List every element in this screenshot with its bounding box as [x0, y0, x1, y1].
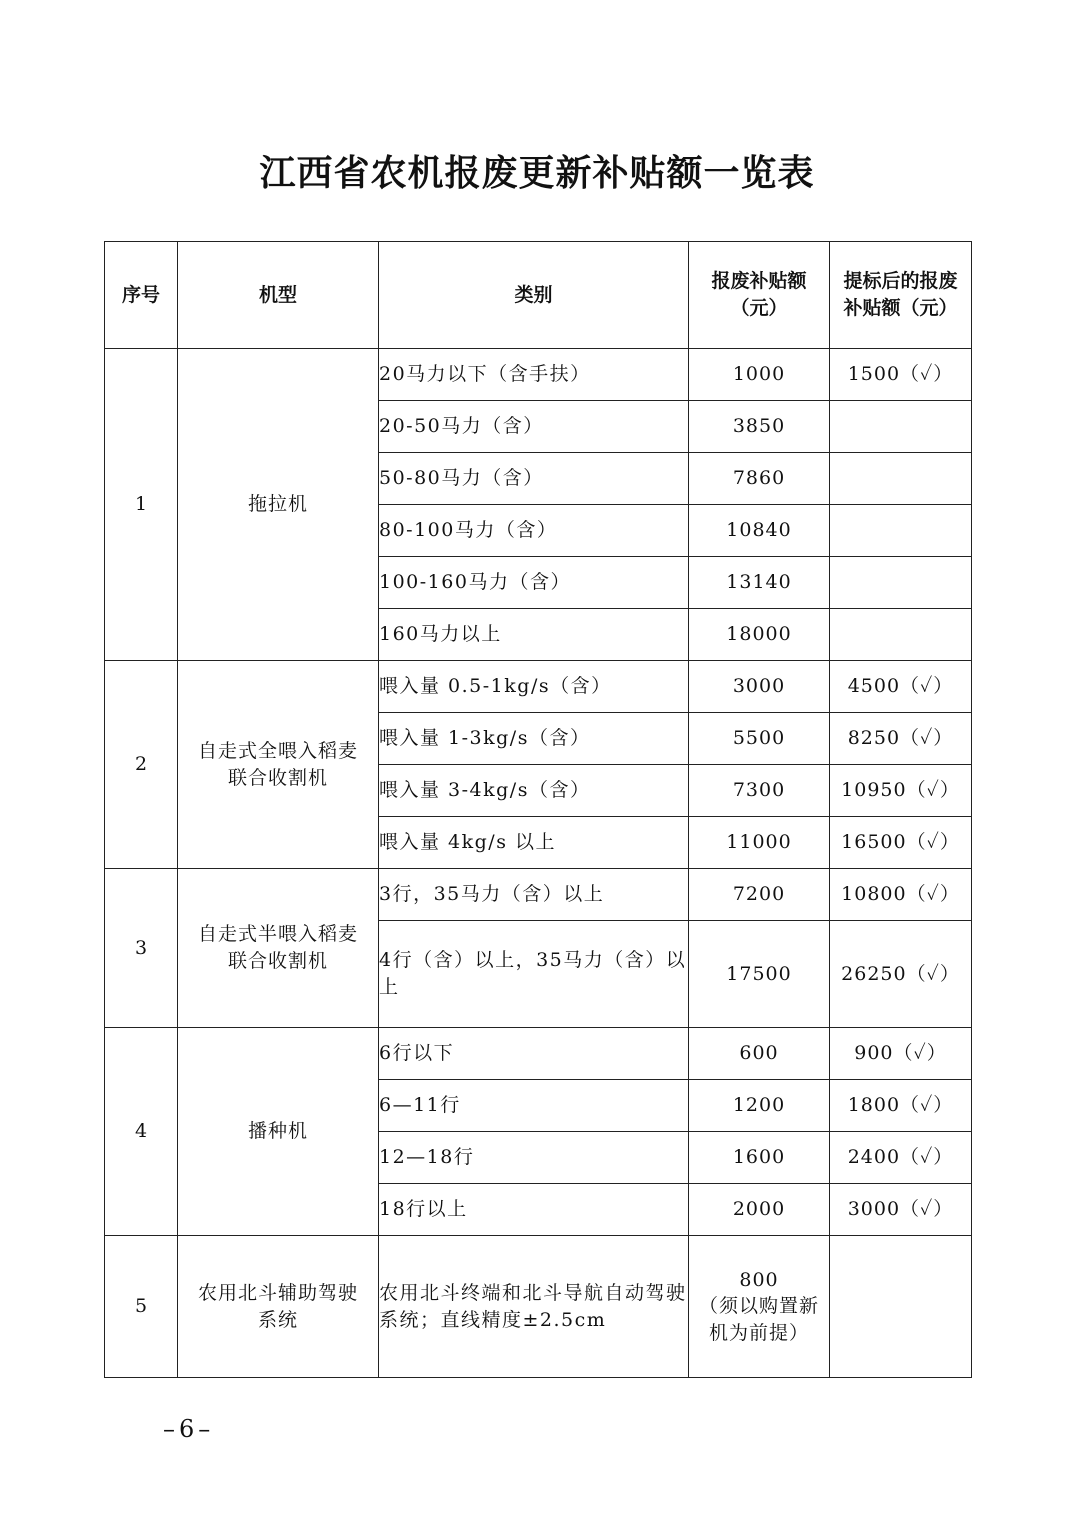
model-cell — [178, 1028, 379, 1236]
category-cell: 6行以下 — [379, 1028, 689, 1080]
header-row — [105, 242, 972, 349]
category-cell: 18行以上 — [379, 1184, 689, 1236]
subsidy-cell: 7860 — [689, 453, 830, 505]
category-cell: 50-80马力（含） — [379, 453, 689, 505]
category-cell: 160马力以上 — [379, 609, 689, 661]
seq-cell: 3 — [105, 869, 178, 1028]
subsidy-line: 800 — [739, 1268, 779, 1291]
subsidy-cell: 7200 — [689, 869, 830, 921]
subsidy-cell: 10840 — [689, 505, 830, 557]
subsidy-cell — [689, 1236, 830, 1378]
model-line: 拖拉机 — [247, 493, 308, 516]
category-cell: 6—11行 — [379, 1080, 689, 1132]
subsidy-cell: 11000 — [689, 817, 830, 869]
raised-subsidy-cell — [830, 557, 972, 609]
header-raised-line: 提标后的报废 — [843, 270, 958, 293]
subsidy-cell: 1600 — [689, 1132, 830, 1184]
model-cell — [178, 1236, 379, 1378]
header-raised-line: 补贴额（元） — [843, 297, 958, 319]
model-cell — [178, 661, 379, 869]
header-subsidy — [689, 242, 830, 349]
raised-subsidy-cell: 900（✓） — [830, 1028, 972, 1080]
category-cell: 100-160马力（含） — [379, 557, 689, 609]
table-row — [105, 1236, 972, 1378]
subsidy-table — [104, 241, 972, 1378]
subsidy-cell: 5500 — [689, 713, 830, 765]
category-cell: 80-100马力（含） — [379, 505, 689, 557]
raised-subsidy-cell: 2400（✓） — [830, 1132, 972, 1184]
header-subsidy-line: 报废补贴额 — [711, 270, 807, 293]
raised-subsidy-cell — [830, 401, 972, 453]
subsidy-line: （须以购置新 — [698, 1295, 819, 1318]
subsidy-cell: 1200 — [689, 1080, 830, 1132]
category-cell: 20马力以下（含手扶） — [379, 349, 689, 401]
model-line: 联合收割机 — [227, 950, 328, 972]
model-cell — [178, 349, 379, 661]
subsidy-cell: 18000 — [689, 609, 830, 661]
seq-cell: 2 — [105, 661, 178, 869]
model-line: 自走式全喂入稻麦 — [197, 739, 358, 762]
category-cell: 12—18行 — [379, 1132, 689, 1184]
subsidy-cell: 7300 — [689, 765, 830, 817]
raised-subsidy-cell: 3000（✓） — [830, 1184, 972, 1236]
page-number: –6– — [163, 1415, 215, 1443]
category-cell: 喂入量 4kg/s 以上 — [379, 817, 689, 869]
category-cell: 3行，35马力（含）以上 — [379, 869, 689, 921]
raised-subsidy-cell — [830, 453, 972, 505]
raised-subsidy-cell: 26250（✓） — [830, 921, 972, 1028]
subsidy-cell: 13140 — [689, 557, 830, 609]
model-line: 联合收割机 — [227, 766, 328, 789]
raised-subsidy-cell: 8250（✓） — [830, 713, 972, 765]
subsidy-line: 机为前提） — [708, 1321, 809, 1344]
raised-subsidy-cell — [830, 1236, 972, 1378]
header-category: 类别 — [379, 242, 689, 349]
model-line: 播种机 — [247, 1120, 308, 1143]
raised-subsidy-cell — [830, 609, 972, 661]
subsidy-cell: 3000 — [689, 661, 830, 713]
category-cell: 4行（含）以上，35马力（含）以上 — [379, 921, 689, 1028]
seq-cell: 5 — [105, 1236, 178, 1378]
category-cell: 20-50马力（含） — [379, 401, 689, 453]
header-model: 机型 — [178, 242, 379, 349]
raised-subsidy-cell: 1800（✓） — [830, 1080, 972, 1132]
header-raised — [830, 242, 972, 349]
category-cell: 农用北斗终端和北斗导航自动驾驶系统；直线精度±2.5cm — [379, 1236, 689, 1378]
table-row — [105, 661, 972, 713]
raised-subsidy-cell: 1500（✓） — [830, 349, 972, 401]
table-row — [105, 1028, 972, 1080]
header-seq: 序号 — [105, 242, 178, 349]
document-title: 江西省农机报废更新补贴额一览表 — [259, 153, 815, 194]
subsidy-cell: 3850 — [689, 401, 830, 453]
category-cell: 喂入量 3-4kg/s（含） — [379, 765, 689, 817]
subsidy-cell: 17500 — [689, 921, 830, 1028]
raised-subsidy-cell: 16500（✓） — [830, 817, 972, 869]
subsidy-cell: 600 — [689, 1028, 830, 1080]
seq-cell: 1 — [105, 349, 178, 661]
table-row — [105, 349, 972, 401]
category-cell: 喂入量 1-3kg/s（含） — [379, 713, 689, 765]
model-line: 农用北斗辅助驾驶 — [197, 1281, 358, 1304]
raised-subsidy-cell: 4500（✓） — [830, 661, 972, 713]
raised-subsidy-cell — [830, 505, 972, 557]
category-cell: 喂入量 0.5-1kg/s（含） — [379, 661, 689, 713]
raised-subsidy-cell: 10800（✓） — [830, 869, 972, 921]
seq-cell: 4 — [105, 1028, 178, 1236]
header-subsidy-line: （元） — [730, 297, 788, 319]
raised-subsidy-cell: 10950（✓） — [830, 765, 972, 817]
subsidy-cell: 1000 — [689, 349, 830, 401]
table-row — [105, 869, 972, 921]
model-line: 自走式半喂入稻麦 — [197, 923, 358, 946]
model-cell — [178, 869, 379, 1028]
model-line: 系统 — [257, 1308, 298, 1331]
subsidy-cell: 2000 — [689, 1184, 830, 1236]
